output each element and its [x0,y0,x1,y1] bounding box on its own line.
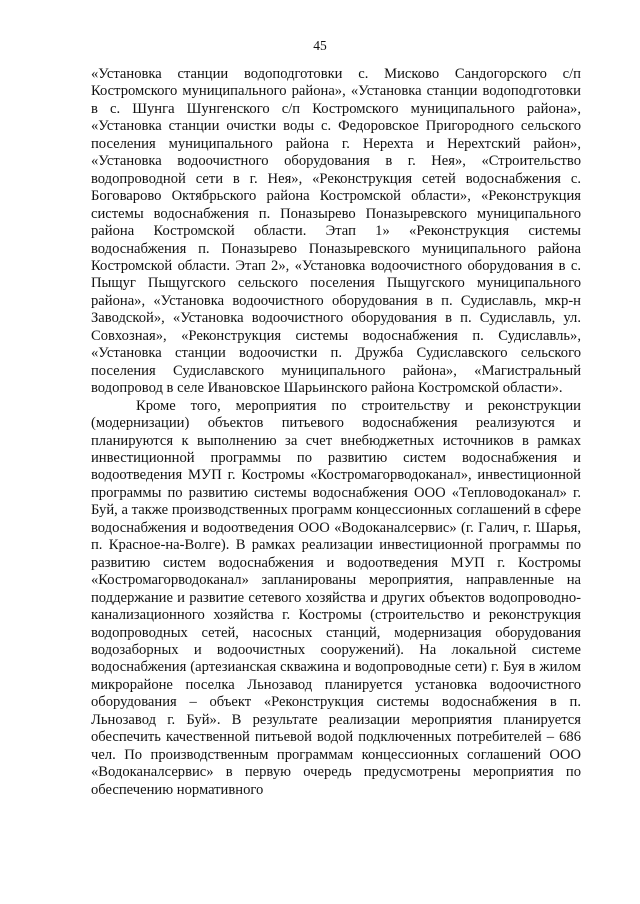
page-number: 45 [313,38,327,53]
paragraph-project-list: «Установка станции водоподготовки с. Мисково Сандогорского с/п Костромского муниципального района», «Установка станции водоподготовки в с. Шунга Шунгенского с/п Костромского муниципального района», «Установка станции очистки воды с. Федоровское Пригородного сельского поселения муниципального района г. Нерехта и Нерехтский район», «Установка водоочистного оборудования в г. Нея», «Строительство водопроводной сети в г. Нея», «Реконструкция сетей водоснабжения с. Боговарово Октябрьского района Костромской области», «Реконструкция системы водоснабжения п. Поназырево Поназыревского муниципального района Костромской области. Этап 1» «Реконструкция системы водоснабжения п. Поназырево Поназыревского муниципального района Костромской области. Этап 2», «Установка водоочистного оборудования в с. Пыщуг Пыщугского сельского поселения Пыщугского муниципального района», «Установка водоочистного оборудования в п. Судиславль, мкр-н Заводской», «Установка водоочистного оборудования в п. Судиславль, ул. Совхозная», «Реконструкция системы водоснабжения п. Судиславль», «Установка станции водоочистки п. Дружба Судиславского сельского поселения Судиславского муниципального района», «Магистральный водопровод в селе Ивановское Шарьинского района Костромской области». [91,66,581,397]
paragraph-investment-programs: Кроме того, мероприятия по строительству и реконструкции (модернизации) объектов питьевого водоснабжения реализуются и планируются к выполнению за счет внебюджетных источников в рамках инвестиционной программы по развитию систем водоснабжения и водоотведения МУП г. Костромы «Костромагорводоканал», инвестиционной программы по развитию системы водоснабжения ООО «Тепловодоканал» г. Буй, а также производственных программ концессионных соглашений в сфере водоснабжения и водоотведения ООО «Водоканалсервис» (г. Галич, г. Шарья, п. Красное-на-Волге). В рамках реализации инвестиционной программы по развитию систем водоснабжения и водоотведения МУП г. Костромы «Костромагорводоканал» запланированы мероприятия, направленные на поддержание и развитие сетевого хозяйства и других объектов водопроводно-канализационного хозяйства г. Костромы (строительство и реконструкция водопроводных сетей, насосных станций, модернизация оборудования водозаборных и водоочистных сооружений). На локальной системе водоснабжения (артезианская скважина и водопроводные сети) г. Буя в жилом микрорайоне поселка Льнозавод планируется установка водоочистного оборудования – объект «Реконструкция системы водоснабжения в п. Льнозавод г. Буй». В результате реализации мероприятия планируется обеспечить качественной питьевой водой подключенных потребителей – 686 чел. По производственным программам концессионных соглашений ООО «Водоканалсервис» в первую очередь предусмотрены мероприятия по обеспечению нормативного [91,397,581,798]
body-text [91,66,581,799]
